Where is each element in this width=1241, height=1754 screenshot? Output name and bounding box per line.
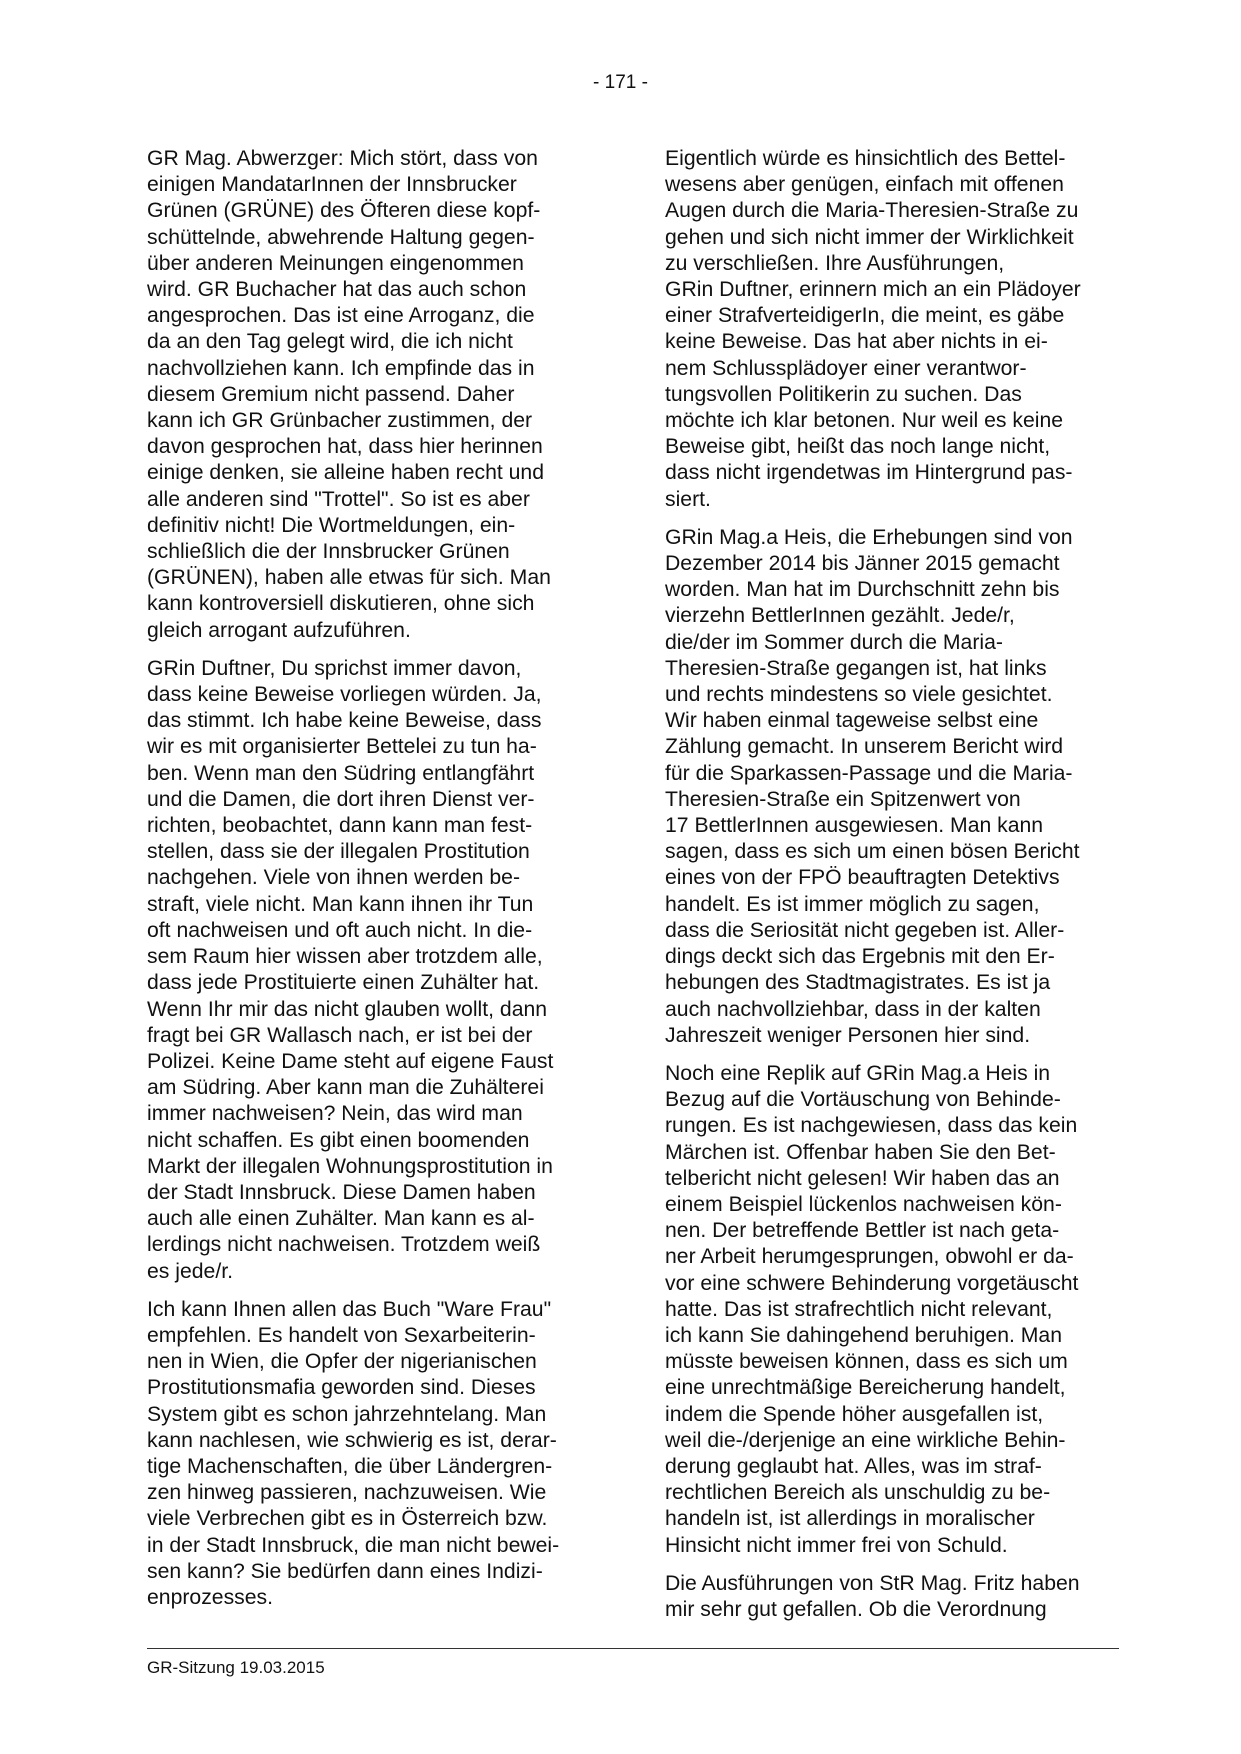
text-line: straft, viele nicht. Man kann ihnen ihr Tun bbox=[147, 892, 534, 916]
text-line: kann kontroversiell diskutieren, ohne sich bbox=[147, 592, 535, 616]
text-line: GR Mag. Abwerzger: Mich stört, dass von bbox=[147, 147, 538, 170]
text-line: stellen, dass sie der illegalen Prostitution bbox=[147, 840, 530, 864]
text-line: tungsvollen Politikerin zu suchen. Das bbox=[665, 382, 1022, 406]
text-line: hebungen des Stadtmagistrates. Es ist ja bbox=[665, 971, 1051, 995]
text-line: müsste beweisen können, dass es sich um bbox=[665, 1350, 1068, 1374]
text-line: dass nicht irgendetwas im Hintergrund pas- bbox=[665, 461, 1073, 485]
text-line: dass die Seriosität nicht gegeben ist. Aller- bbox=[665, 918, 1065, 942]
left-column bbox=[147, 146, 572, 1623]
text-line: Wir haben einmal tageweise selbst eine bbox=[665, 709, 1039, 733]
text-line: Markt der illegalen Wohnungsprostitution in bbox=[147, 1154, 553, 1178]
text-line: nen. Der betreffende Bettler ist nach geta- bbox=[665, 1219, 1060, 1243]
text-line: richten, beobachtet, dann kann man fest- bbox=[147, 814, 533, 838]
text-line: schließlich die der Innsbrucker Grünen bbox=[147, 540, 510, 564]
footer-divider bbox=[147, 1648, 1119, 1649]
text-line: für die Sparkassen-Passage und die Maria- bbox=[665, 761, 1073, 785]
text-line: GRin Mag.a Heis, die Erhebungen sind von bbox=[665, 525, 1073, 549]
text-line: Theresien-Straße ein Spitzenwert von bbox=[665, 787, 1021, 811]
text-line: davon gesprochen hat, dass hier herinnen bbox=[147, 435, 543, 459]
text-line: wir es mit organisierter Bettelei zu tun ha- bbox=[147, 735, 537, 759]
text-line: wird. GR Buchacher hat das auch schon bbox=[147, 278, 527, 302]
paragraph bbox=[665, 1061, 1090, 1559]
text-line: Augen durch die Maria-Theresien-Straße zu bbox=[665, 199, 1079, 223]
text-line: 17 BettlerInnen ausgewiesen. Man kann bbox=[665, 814, 1044, 838]
text-line: nem Schlussplädoyer einer verantwor- bbox=[665, 356, 1027, 380]
text-line: zen hinweg passieren, nachzuweisen. Wie bbox=[147, 1481, 547, 1505]
text-line: (GRÜNEN), haben alle etwas für sich. Man bbox=[147, 566, 551, 590]
text-line: einige denken, sie alleine haben recht und bbox=[147, 461, 544, 485]
text-line: auch nachvollziehbar, dass in der kalten bbox=[665, 997, 1041, 1021]
text-line: einer StrafverteidigerIn, die meint, es gäbe bbox=[665, 304, 1065, 328]
text-line: Eigentlich würde es hinsichtlich des Bettel- bbox=[665, 147, 1066, 170]
text-line: telbericht nicht gelesen! Wir haben das an bbox=[665, 1166, 1060, 1190]
text-line: Wenn Ihr mir das nicht glauben wollt, dann bbox=[147, 997, 548, 1021]
text-line: viele Verbrechen gibt es in Österreich bzw. bbox=[147, 1507, 548, 1531]
text-line: gleich arrogant aufzuführen. bbox=[147, 618, 411, 642]
text-line: die/der im Sommer durch die Maria- bbox=[665, 630, 1003, 654]
text-line: worden. Man hat im Durchschnitt zehn bis bbox=[665, 578, 1060, 602]
text-line: Märchen ist. Offenbar haben Sie den Bet- bbox=[665, 1140, 1056, 1164]
text-line: es jede/r. bbox=[147, 1259, 233, 1283]
text-line: ner Arbeit herumgesprungen, obwohl er da- bbox=[665, 1245, 1074, 1269]
text-line: rungen. Es ist nachgewiesen, dass das kein bbox=[665, 1114, 1078, 1138]
text-line: eines von der FPÖ beauftragten Detektivs bbox=[665, 866, 1060, 890]
text-line: mir sehr gut gefallen. Ob die Verordnung bbox=[665, 1597, 1047, 1621]
text-line: siert. bbox=[665, 487, 711, 511]
text-line: gehen und sich nicht immer der Wirklichkeit bbox=[665, 225, 1074, 249]
text-line: nen in Wien, die Opfer der nigerianischen bbox=[147, 1350, 537, 1374]
text-line: Prostitutionsmafia geworden sind. Dieses bbox=[147, 1376, 536, 1400]
footer-session-date: GR-Sitzung 19.03.2015 bbox=[147, 1658, 325, 1677]
text-line: über anderen Meinungen eingenommen bbox=[147, 251, 524, 275]
paragraph bbox=[147, 1297, 572, 1611]
text-line: am Südring. Aber kann man die Zuhälterei bbox=[147, 1076, 544, 1100]
text-line: Bezug auf die Vortäuschung von Behinde- bbox=[665, 1088, 1061, 1112]
text-line: lerdings nicht nachweisen. Trotzdem weiß bbox=[147, 1233, 541, 1257]
text-line: derung geglaubt hat. Alles, was im straf- bbox=[665, 1454, 1042, 1478]
text-line: Ich kann Ihnen allen das Buch "Ware Frau" bbox=[147, 1297, 552, 1321]
text-line: enprozesses. bbox=[147, 1585, 274, 1609]
text-line: fragt bei GR Wallasch nach, er ist bei der bbox=[147, 1023, 533, 1047]
text-line: immer nachweisen? Nein, das wird man bbox=[147, 1102, 523, 1126]
text-line: definitiv nicht! Die Wortmeldungen, ein- bbox=[147, 513, 516, 537]
text-line: der Stadt Innsbruck. Diese Damen haben bbox=[147, 1180, 536, 1204]
text-line: nachgehen. Viele von ihnen werden be- bbox=[147, 866, 521, 890]
text-line: rechtlichen Bereich als unschuldig zu be- bbox=[665, 1481, 1051, 1505]
page-number: - 171 - bbox=[593, 72, 648, 93]
text-line: Noch eine Replik auf GRin Mag.a Heis in bbox=[665, 1061, 1051, 1085]
text-line: oft nachweisen und oft auch nicht. In die- bbox=[147, 918, 533, 942]
text-line: einigen MandatarInnen der Innsbrucker bbox=[147, 173, 517, 197]
text-line: ben. Wenn man den Südring entlangfährt bbox=[147, 761, 535, 785]
text-line: Dezember 2014 bis Jänner 2015 gemacht bbox=[665, 552, 1060, 576]
right-column bbox=[665, 146, 1090, 1635]
text-line: dass jede Prostituierte einen Zuhälter hat. bbox=[147, 971, 540, 995]
text-line: Hinsicht nicht immer frei von Schuld. bbox=[665, 1533, 1008, 1557]
text-line: Polizei. Keine Dame steht auf eigene Faust bbox=[147, 1049, 554, 1073]
text-line: hatte. Das ist strafrechtlich nicht relevant, bbox=[665, 1297, 1053, 1321]
text-line: Zählung gemacht. In unserem Bericht wird bbox=[665, 735, 1064, 759]
text-line: weil die-/derjenige an eine wirkliche Behin- bbox=[665, 1428, 1066, 1452]
text-line: schüttelnde, abwehrende Haltung gegen- bbox=[147, 225, 535, 249]
text-line: eine unrechtmäßige Bereicherung handelt, bbox=[665, 1376, 1066, 1400]
text-line: empfehlen. Es handelt von Sexarbeiterin- bbox=[147, 1323, 536, 1347]
text-line: Theresien-Straße gegangen ist, hat links bbox=[665, 656, 1047, 680]
text-line: handelt. Es ist immer möglich zu sagen, bbox=[665, 892, 1040, 916]
text-line: vierzehn BettlerInnen gezählt. Jede/r, bbox=[665, 604, 1015, 628]
text-line: ich kann Sie dahingehend beruhigen. Man bbox=[665, 1323, 1062, 1347]
text-line: angesprochen. Das ist eine Arroganz, die bbox=[147, 304, 535, 328]
text-line: möchte ich klar betonen. Nur weil es keine bbox=[665, 409, 1064, 433]
text-line: nachvollziehen kann. Ich empfinde das in bbox=[147, 356, 535, 380]
text-line: kann ich GR Grünbacher zustimmen, der bbox=[147, 409, 533, 433]
text-line: wesens aber genügen, einfach mit offenen bbox=[665, 173, 1064, 197]
paragraph bbox=[665, 146, 1090, 513]
text-line: keine Beweise. Das hat aber nichts in ei- bbox=[665, 330, 1048, 354]
text-line: sem Raum hier wissen aber trotzdem alle, bbox=[147, 945, 543, 969]
text-line: da an den Tag gelegt wird, die ich nicht bbox=[147, 330, 513, 354]
text-line: und rechts mindestens so viele gesichtet. bbox=[665, 683, 1053, 707]
text-line: diesem Gremium nicht passend. Daher bbox=[147, 382, 515, 406]
text-line: sagen, dass es sich um einen bösen Bericht bbox=[665, 840, 1080, 864]
text-line: das stimmt. Ich habe keine Beweise, dass bbox=[147, 709, 542, 733]
text-line: tige Machenschaften, die über Ländergren- bbox=[147, 1454, 553, 1478]
text-line: Grünen (GRÜNE) des Öfteren diese kopf- bbox=[147, 199, 541, 223]
text-line: alle anderen sind "Trottel". So ist es aber bbox=[147, 487, 530, 511]
text-line: dings deckt sich das Ergebnis mit den Er- bbox=[665, 945, 1055, 969]
text-line: auch alle einen Zuhälter. Man kann es al- bbox=[147, 1207, 535, 1231]
text-line: und die Damen, die dort ihren Dienst ver- bbox=[147, 787, 535, 811]
text-line: dass keine Beweise vorliegen würden. Ja, bbox=[147, 683, 542, 707]
text-line: sen kann? Sie bedürfen dann eines Indizi- bbox=[147, 1559, 543, 1583]
text-line: Die Ausführungen von StR Mag. Fritz haben bbox=[665, 1571, 1080, 1595]
text-line: zu verschließen. Ihre Ausführungen, bbox=[665, 251, 1005, 275]
text-line: einem Beispiel lückenlos nachweisen kön- bbox=[665, 1192, 1062, 1216]
text-line: indem die Spende höher ausgefallen ist, bbox=[665, 1402, 1044, 1426]
text-line: vor eine schwere Behinderung vorgetäuscht bbox=[665, 1271, 1079, 1295]
paragraph bbox=[665, 1571, 1090, 1623]
text-line: in der Stadt Innsbruck, die man nicht bewei- bbox=[147, 1533, 560, 1557]
text-line: nicht schaffen. Es gibt einen boomenden bbox=[147, 1128, 530, 1152]
text-line: Jahreszeit weniger Personen hier sind. bbox=[665, 1023, 1031, 1047]
paragraph bbox=[147, 146, 572, 644]
text-line: GRin Duftner, erinnern mich an ein Plädoyer bbox=[665, 278, 1081, 302]
paragraph bbox=[147, 656, 572, 1285]
text-line: GRin Duftner, Du sprichst immer davon, bbox=[147, 656, 522, 680]
text-line: Beweise gibt, heißt das noch lange nicht, bbox=[665, 435, 1051, 459]
text-line: kann nachlesen, wie schwierig es ist, derar- bbox=[147, 1428, 557, 1452]
text-line: handeln ist, ist allerdings in moralischer bbox=[665, 1507, 1035, 1531]
paragraph bbox=[665, 525, 1090, 1049]
text-line: System gibt es schon jahrzehntelang. Man bbox=[147, 1402, 547, 1426]
